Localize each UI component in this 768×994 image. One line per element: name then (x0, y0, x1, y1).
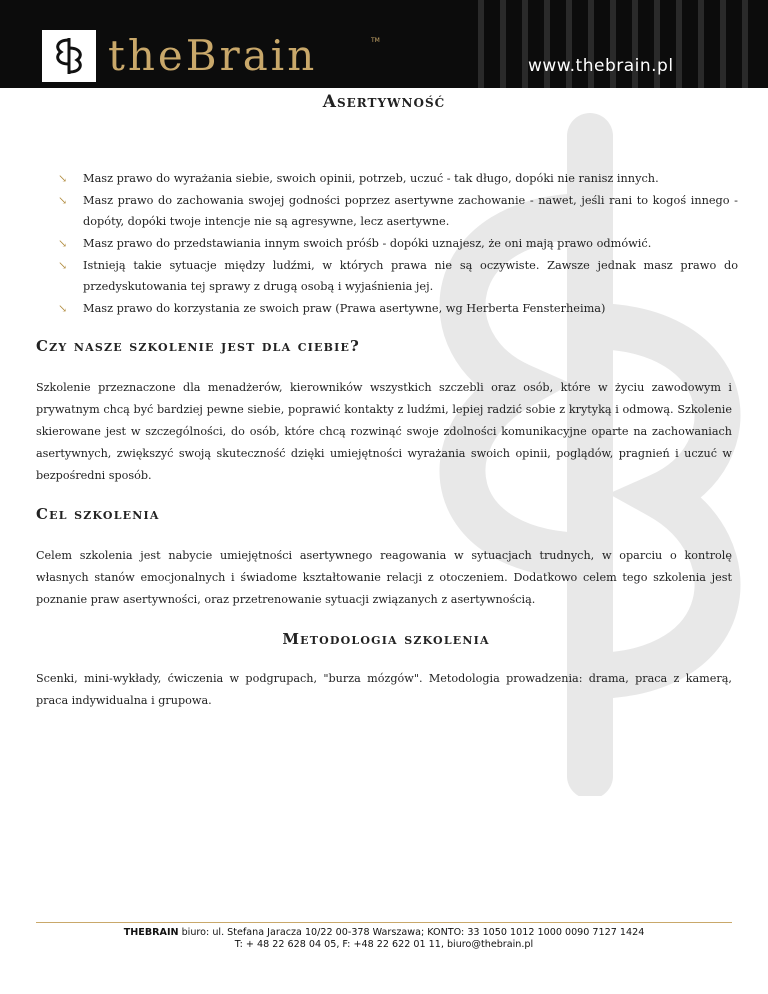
list-item: ↘ Istnieją takie sytuacje między ludźmi, w których prawa nie są oczywiste. Zawsze jednak masz prawo do przedyskutowania tej sprawy z drugą osobą i wyjaśnienia jej. (58, 255, 738, 297)
page-title: Asertywność (322, 92, 446, 112)
page-footer (0, 927, 768, 951)
brand-logo-text: theBrain (108, 31, 318, 80)
list-item: ↘ Masz prawo do korzystania ze swoich praw (Prawa asertywne, wg Herberta Fensterheima) (58, 298, 738, 319)
page-header (0, 0, 768, 88)
rights-list (58, 168, 738, 320)
section-heading-goal: Cel szkolenia (36, 505, 160, 523)
footer-address: biuro: ul. Stefana Jaracza 10/22 00-378 Warszawa; KONTO: 33 1050 1012 1000 0090 7127 1424 (178, 927, 645, 938)
footer-contact: T: + 48 22 628 04 05, F: +48 22 622 01 11, biuro@thebrain.pl (234, 939, 534, 950)
footer-company: THEBRAIN (123, 927, 179, 938)
list-item: ↘ Masz prawo do przedstawiania innym swoich próśb - dopóki uznajesz, że oni mają prawo odmówić. (58, 233, 738, 254)
arrow-down-right-icon: ↘ (58, 172, 68, 185)
section-text-method: Scenki, mini-wykłady, ćwiczenia w podgrupach, "burza mózgów". Metodologia prowadzenia: drama, praca z kamerą, praca indywidualna i grupowa. (36, 672, 732, 707)
section-text-goal: Celem szkolenia jest nabycie umiejętności asertywnego reagowania w sytuacjach trudnych, w oparciu o kontrolę własnych stanów emocjonalnych i świadome kształtowanie relacji z otoczeniem. Dodatkowo celem tego szkolenia jest poznanie praw asertywności, oraz przetrenowanie sytuacji związanych z asertywnością. (36, 549, 732, 606)
section-heading-for-you: Czy nasze szkolenie jest dla ciebie? (36, 337, 361, 355)
arrow-down-right-icon: ↘ (58, 237, 68, 250)
footer-address-line (0, 927, 768, 939)
arrow-down-right-icon: ↘ (58, 194, 68, 207)
trademark-mark: TM (371, 37, 380, 44)
list-item: ↘ Masz prawo do wyrażania siebie, swoich opinii, potrzeb, uczuć - tak długo, dopóki nie ranisz innych. (58, 168, 738, 189)
list-item: ↘ Masz prawo do zachowania swojej godności poprzez asertywne zachowanie - nawet, jeśli rani to kogoś innego - dopóty, dopóki twoje intencje nie są agresywne, lecz asertywne. (58, 190, 738, 232)
website-link[interactable]: www.thebrain.pl (528, 56, 674, 76)
brain-monogram-icon (42, 30, 96, 82)
section-heading-method: Metodologia szkolenia (282, 630, 490, 648)
footer-divider (36, 922, 732, 923)
arrow-down-right-icon: ↘ (58, 259, 68, 272)
arrow-down-right-icon: ↘ (58, 302, 68, 315)
section-text-for-you: Szkolenie przeznaczone dla menadżerów, kierowników wszystkich szczebli oraz osób, które w życiu zawodowym i prywatnym chcą być bardziej pewne siebie, poprawić kontakty z ludźmi, lepiej radzić sobie z krytyką i odmową. Szkolenie skierowane jest w szczególności, do osób, które chcą rozwinąć swoje zdolności komunikacyjne oparte na zachowaniach asertywnych, zwiększyć swoją skuteczność dzięki umiejętności wyrażania swoich opinii, poglądów, pragnień i uczuć w bezpośredni sposób. (36, 381, 732, 482)
